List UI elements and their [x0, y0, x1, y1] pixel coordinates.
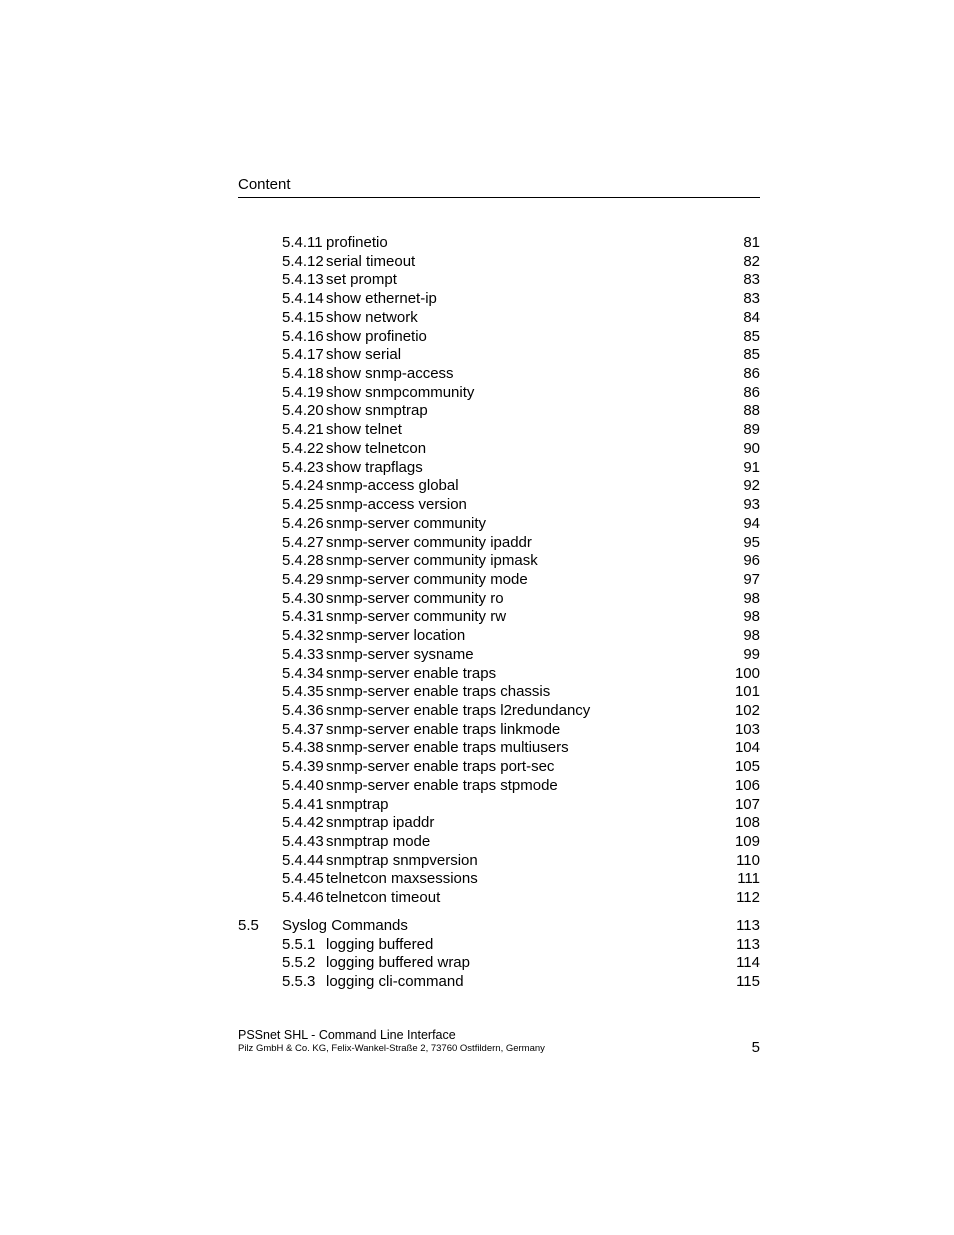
toc-entry-number: 5.4.20: [282, 402, 324, 420]
toc-entry[interactable]: [238, 936, 760, 955]
toc-entry-title: snmp-server community ipmask: [326, 552, 538, 570]
toc-entry[interactable]: [238, 309, 760, 328]
toc-entry-number: 5.4.39: [282, 758, 324, 776]
toc-entry-title: telnetcon timeout: [326, 889, 441, 907]
toc-entry[interactable]: [238, 534, 760, 553]
toc-entry-page: 85: [743, 346, 760, 364]
toc-entry-number: 5.4.46: [282, 889, 324, 907]
toc-entry[interactable]: [238, 721, 760, 740]
toc-entry-page: 105: [734, 758, 760, 776]
toc-entry-title: snmp-server community ipaddr: [326, 533, 532, 551]
toc-entry-page: 84: [743, 308, 760, 326]
toc-entry-page: 98: [743, 589, 760, 607]
toc-entry[interactable]: [238, 954, 760, 973]
toc-entry-number: 5.4.38: [282, 739, 324, 757]
toc-entry-title: snmp-server enable traps linkmode: [326, 720, 561, 738]
toc-entry-number: 5.4.44: [282, 851, 324, 869]
toc-entry-title: snmp-server enable traps: [326, 664, 497, 682]
toc-entry[interactable]: [238, 646, 760, 665]
toc-entry-number: 5.4.31: [282, 608, 324, 626]
toc-entry-page: 100: [734, 664, 760, 682]
toc-entry-title: snmptrap ipaddr: [326, 814, 435, 832]
toc-entry-number: 5.4.15: [282, 308, 324, 326]
toc-entry-page: 88: [743, 402, 760, 420]
toc-entry-title: profinetio: [326, 234, 388, 251]
footer-address: Pilz GmbH & Co. KG, Felix-Wankel-Straße 2, 73760 Ostfildern, Germany: [238, 1043, 545, 1054]
toc-entry-page: 81: [743, 234, 760, 251]
toc-entry[interactable]: [238, 571, 760, 590]
footer-document-title: PSSnet SHL - Command Line Interface: [238, 1028, 456, 1042]
toc-entry-page: 82: [743, 252, 760, 270]
toc-entry-title: show ethernet-ip: [326, 290, 437, 308]
toc-entry-page: 112: [736, 889, 760, 907]
footer-page-number: 5: [751, 1039, 760, 1056]
toc-entry[interactable]: [238, 796, 760, 815]
toc-entry-number: 5.4.18: [282, 365, 324, 383]
toc-entry[interactable]: [238, 496, 760, 515]
toc-entry-page: 104: [734, 739, 760, 757]
toc-entry[interactable]: [238, 290, 760, 309]
toc-entry-title: logging cli-command: [326, 973, 464, 991]
toc-entry-number: 5.4.35: [282, 683, 324, 701]
toc-entry-title: show network: [326, 308, 418, 326]
toc-entry-number: 5.4.33: [282, 645, 324, 663]
toc-entry-number: 5.4.40: [282, 776, 324, 794]
toc-entry-title: snmp-server enable traps chassis: [326, 683, 551, 701]
toc-entry-title: snmptrap snmpversion: [326, 851, 478, 869]
toc-entry-page: 111: [737, 870, 760, 888]
toc-entry-number: 5.4.17: [282, 346, 324, 364]
toc-entry-number: 5.4.30: [282, 589, 324, 607]
toc-entry-number: 5.4.22: [282, 439, 324, 457]
toc-entry-number: 5.4.45: [282, 870, 324, 888]
toc-entry-number: 5.4.43: [282, 833, 324, 850]
toc-entry-number: 5.4.16: [282, 327, 324, 345]
toc-entry[interactable]: [238, 973, 760, 992]
toc-entry[interactable]: [238, 234, 760, 253]
toc-entry-number: 5.4.32: [282, 627, 324, 645]
toc-entry-title: snmp-access global: [326, 477, 459, 495]
toc-entry-page: 106: [734, 776, 760, 794]
toc-entry[interactable]: [238, 421, 760, 440]
toc-entry-page: 98: [743, 608, 760, 626]
toc-entry-page: 83: [743, 290, 760, 308]
toc-entry[interactable]: [238, 384, 760, 403]
toc-entry-title: telnetcon maxsessions: [326, 870, 478, 888]
toc-entry-title: snmp-access version: [326, 496, 467, 514]
toc-section-5-5-block: [238, 917, 760, 992]
toc-entry[interactable]: [238, 814, 760, 833]
toc-section-5-5[interactable]: [238, 917, 760, 936]
toc-section-title: Syslog Commands: [282, 916, 408, 934]
toc-entry-title: show telnet: [326, 421, 402, 439]
toc-entry-title: snmptrap: [326, 795, 389, 813]
toc-entry-number: 5.5.3: [282, 973, 316, 991]
toc-entry[interactable]: [238, 459, 760, 478]
toc-entry-number: 5.4.27: [282, 533, 324, 551]
toc-entry-number: 5.4.12: [282, 252, 324, 270]
toc-entry-page: 107: [734, 795, 760, 813]
toc-entry-title: show snmp-access: [326, 365, 454, 383]
toc-entry[interactable]: [238, 402, 760, 421]
toc-entry-page: 94: [743, 514, 760, 532]
toc-entry[interactable]: [238, 328, 760, 347]
toc-entry-page: 89: [743, 421, 760, 439]
toc-entry[interactable]: [238, 253, 760, 272]
toc-section-page: 113: [736, 916, 760, 934]
toc-entry[interactable]: [238, 590, 760, 609]
toc-entry[interactable]: [238, 889, 760, 908]
toc-entry-page: 83: [743, 271, 760, 289]
toc-entry-page: 115: [736, 973, 760, 991]
toc-entry[interactable]: [238, 739, 760, 758]
toc-entry-title: snmp-server enable traps l2redundancy: [326, 701, 591, 719]
toc-entry[interactable]: [238, 608, 760, 627]
page-footer: [238, 1028, 760, 1055]
toc-list-5-4: [238, 234, 760, 908]
toc-entry-title: snmp-server community ro: [326, 589, 504, 607]
toc-entry-page: 108: [734, 814, 760, 832]
toc-entry[interactable]: [238, 515, 760, 534]
toc-entry-title: show snmptrap: [326, 402, 428, 420]
toc-entry-title: set prompt: [326, 271, 397, 289]
toc-entry-number: 5.4.21: [282, 421, 324, 439]
toc-entry-number: 5.4.13: [282, 271, 324, 289]
toc-entry[interactable]: [238, 683, 760, 702]
toc-entry-page: 93: [743, 496, 760, 514]
toc-entry-page: 86: [743, 383, 760, 401]
toc-entry-page: 102: [734, 701, 760, 719]
page-header: [238, 176, 760, 198]
toc-entry[interactable]: [238, 852, 760, 871]
toc-entry-title: logging buffered: [326, 935, 434, 953]
toc-entry-number: 5.4.41: [282, 795, 324, 813]
toc-entry-number: 5.5.1: [282, 935, 316, 953]
toc-entry-page: 96: [743, 552, 760, 570]
toc-entry-title: snmp-server community rw: [326, 608, 507, 626]
table-of-contents: [238, 234, 760, 992]
toc-entry-title: serial timeout: [326, 252, 416, 270]
toc-entry-number: 5.4.19: [282, 383, 324, 401]
toc-entry[interactable]: [238, 346, 760, 365]
toc-entry-title: snmp-server community: [326, 514, 487, 532]
toc-entry-title: snmp-server community mode: [326, 570, 528, 588]
toc-entry-number: 5.4.42: [282, 814, 324, 832]
toc-entry-title: snmptrap mode: [326, 833, 431, 850]
toc-entry-page: 101: [734, 683, 760, 701]
toc-entry-page: 99: [743, 645, 760, 663]
toc-entry-page: 97: [743, 570, 760, 588]
toc-entry-number: 5.4.36: [282, 701, 324, 719]
toc-entry-title: show telnetcon: [326, 439, 427, 457]
toc-entry-number: 5.5.2: [282, 954, 316, 972]
toc-entry-title: snmp-server sysname: [326, 645, 474, 663]
toc-entry-number: 5.4.37: [282, 720, 324, 738]
toc-entry[interactable]: [238, 702, 760, 721]
toc-entry-page: 114: [736, 954, 760, 972]
toc-entry-title: show snmpcommunity: [326, 383, 475, 401]
toc-entry-title: show serial: [326, 346, 402, 364]
toc-entry-title: logging buffered wrap: [326, 954, 470, 972]
toc-entry[interactable]: [238, 440, 760, 459]
toc-entry-title: snmp-server location: [326, 627, 466, 645]
toc-entry[interactable]: [238, 552, 760, 571]
toc-entry[interactable]: [238, 758, 760, 777]
toc-section-number: 5.5: [238, 916, 259, 934]
toc-entry-number: 5.4.23: [282, 458, 324, 476]
toc-entry-number: 5.4.34: [282, 664, 324, 682]
toc-entry-title: show profinetio: [326, 327, 427, 345]
toc-entry[interactable]: [238, 665, 760, 684]
toc-entry-page: 92: [743, 477, 760, 495]
toc-entry[interactable]: [238, 777, 760, 796]
page-header-title: Content: [238, 176, 291, 193]
toc-entry-number: 5.4.26: [282, 514, 324, 532]
toc-entry[interactable]: [238, 477, 760, 496]
toc-entry[interactable]: [238, 870, 760, 889]
toc-entry-page: 98: [743, 627, 760, 645]
toc-entry-number: 5.4.11: [282, 234, 323, 251]
toc-entry-page: 85: [743, 327, 760, 345]
toc-list-5-5: [238, 936, 760, 992]
toc-entry-page: 95: [743, 533, 760, 551]
toc-entry[interactable]: [238, 365, 760, 384]
toc-entry-number: 5.4.25: [282, 496, 324, 514]
toc-entry-number: 5.4.29: [282, 570, 324, 588]
toc-entry-number: 5.4.14: [282, 290, 324, 308]
toc-entry-number: 5.4.28: [282, 552, 324, 570]
toc-entry-page: 103: [734, 720, 760, 738]
toc-entry-page: 90: [743, 439, 760, 457]
toc-entry-page: 109: [734, 833, 760, 850]
toc-entry-page: 91: [743, 458, 760, 476]
toc-entry-title: show trapflags: [326, 458, 423, 476]
toc-entry-page: 86: [743, 365, 760, 383]
toc-entry-page: 110: [736, 851, 760, 869]
toc-entry-title: snmp-server enable traps multiusers: [326, 739, 569, 757]
toc-entry-title: snmp-server enable traps stpmode: [326, 776, 558, 794]
toc-entry-title: snmp-server enable traps port-sec: [326, 758, 555, 776]
toc-entry[interactable]: [238, 833, 760, 852]
toc-entry-page: 113: [736, 935, 760, 953]
toc-entry[interactable]: [238, 627, 760, 646]
toc-entry-number: 5.4.24: [282, 477, 324, 495]
toc-entry[interactable]: [238, 271, 760, 290]
